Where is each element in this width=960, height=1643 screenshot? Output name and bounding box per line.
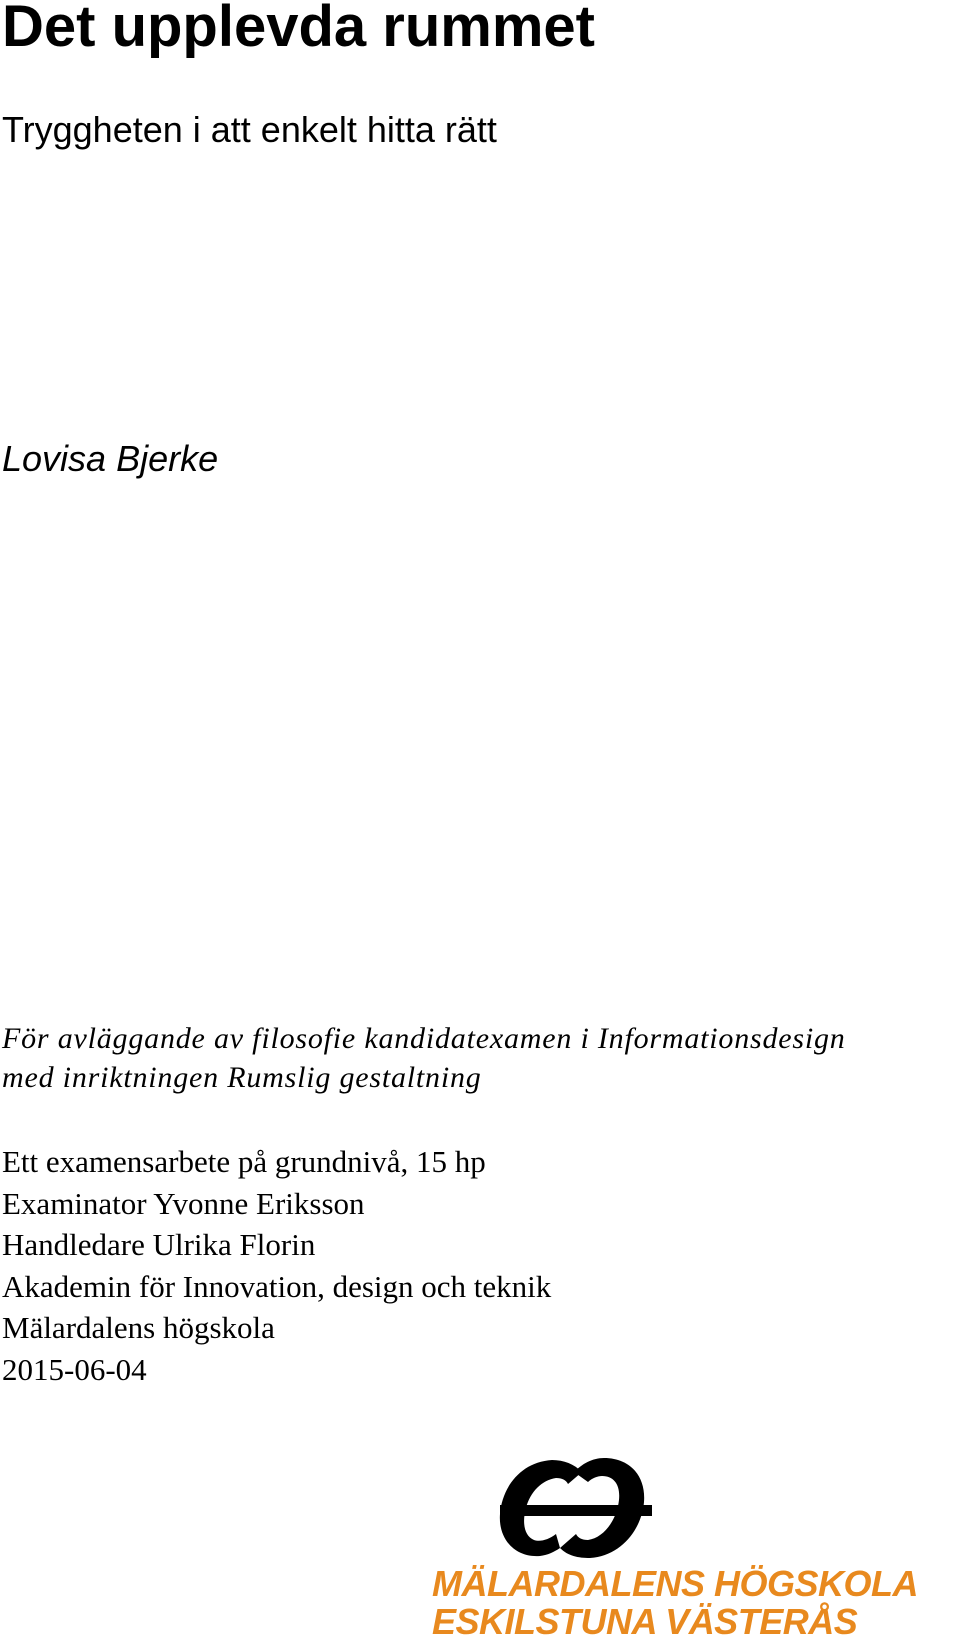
degree-line: För avläggande av filosofie kandidatexamen i Informationsdesign: [2, 1022, 846, 1055]
logo-text-university: MÄLARDALENS HÖGSKOLA: [432, 1563, 918, 1604]
info-line-credits: Ett examensarbete på grundnivå, 15 hp: [2, 1144, 486, 1179]
info-line-university: Mälardalens högskola: [2, 1310, 275, 1346]
university-logo: [432, 1448, 918, 1643]
info-line-examiner: Examinator Yvonne Eriksson: [2, 1185, 365, 1221]
document-subtitle: Tryggheten i att enkelt hitta rätt: [2, 109, 497, 150]
thesis-info: [2, 1141, 551, 1391]
author-name: Lovisa Bjerke: [2, 438, 219, 479]
info-line-date: 2015-06-04: [2, 1351, 147, 1387]
university-emblem-icon: [432, 1448, 788, 1560]
info-line-academy: Akademin för Innovation, design och teknik: [2, 1268, 552, 1304]
info-line-supervisor: Handledare Ulrika Florin: [2, 1227, 316, 1263]
degree-line: med inriktningen Rumslig gestaltning: [2, 1061, 482, 1094]
degree-statement: [2, 1019, 846, 1097]
logo-text-cities: ESKILSTUNA VÄSTERÅS: [432, 1601, 858, 1642]
document-title: Det upplevda rummet: [2, 0, 595, 59]
